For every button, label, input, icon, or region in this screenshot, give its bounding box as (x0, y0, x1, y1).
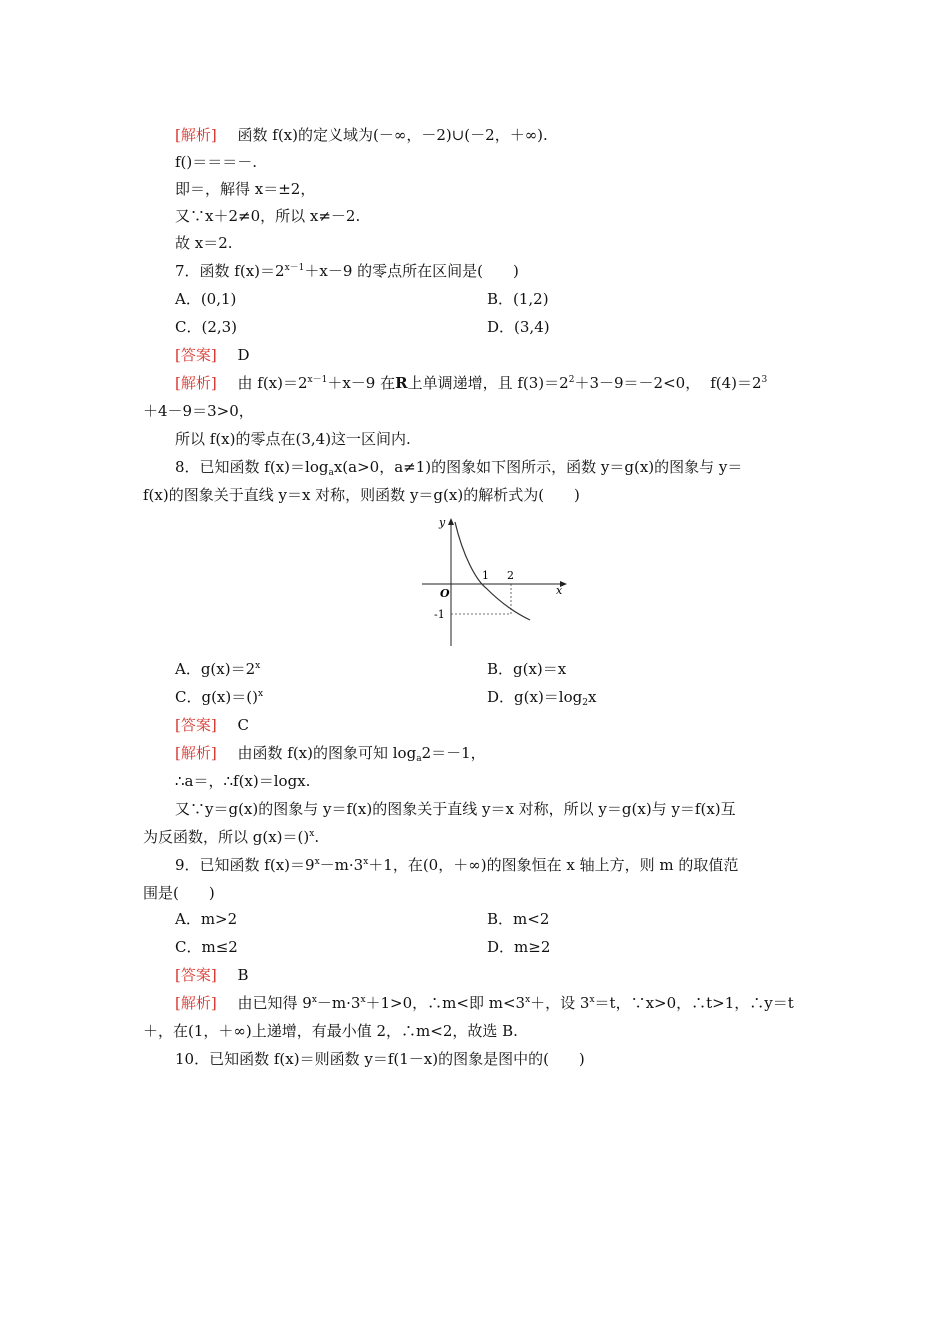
q8-option-b: B．g(x)＝x (487, 660, 567, 678)
q9-stem-line-1: 9．已知函数 $f(x)=9^x-m\cdot 3^x+1$，在(0，＋∞)的图象恒在 x 轴上方，则 m 的取值范 (175, 856, 739, 874)
q9-explanation-line-2: ＋，在(1，＋∞)上递增，有最小值 2，∴m<2，故选 B. (143, 1022, 518, 1040)
q9-option-c: C．m≤2 (175, 938, 238, 956)
q7-option-b: B．(1,2) (487, 290, 549, 308)
q9-stem-line-2: 围是( ) (143, 884, 215, 902)
q8-answer: [答案] C (175, 716, 249, 734)
q6-explanation-line-2: f()＝＝＝－. (175, 153, 258, 171)
q9-option-b: B．m<2 (487, 910, 550, 928)
q7-option-a: A．(0,1) (175, 290, 237, 308)
q8-explanation-line-2: ∴a＝，∴f(x)＝logx. (175, 772, 311, 790)
tick-label-1: 1 (482, 569, 489, 582)
q8-explanation-line-1: [解析] 由函数 f(x)的图象可知 $\log_a2=-1$， (175, 744, 486, 764)
q7-stem: 7．函数 $f(x)=2^{x-1}+x-9$ 的零点所在区间是( ) (175, 262, 519, 280)
tick-label-neg1: -1 (434, 608, 445, 621)
tick-label-2: 2 (507, 569, 514, 582)
q8-option-d: D．$g(x)=\log_2x$ (487, 688, 597, 708)
q7-explanation-line-1: [解析] 由 $f(x)=2^{x-1}+x-9$ 在R上单调递增，且 $f(3)=2^2+3-9=-2<0$， $f(4)=2^3$ (175, 374, 768, 392)
q8-stem-line-1: 8．已知函数 $f(x)=\log_ax(a>0$，a≠1)的图象如下图所示，函数 y＝g(x)的图象与 y＝ (175, 458, 743, 478)
q6-explanation-line-1: [解析] 函数 f(x)的定义域为(－∞，－2)∪(－2，＋∞). (175, 126, 548, 144)
y-axis-arrow (448, 518, 454, 525)
origin-label: O (440, 587, 450, 600)
q7-option-d: D．(3,4) (487, 318, 550, 336)
q8-stem-line-2: f(x)的图象关于直线 y＝x 对称，则函数 y＝g(x)的解析式为( ) (143, 486, 580, 504)
q9-option-a: A．m>2 (175, 910, 238, 928)
q7-explanation-line-2: ＋4－9＝3>0， (143, 402, 254, 420)
q7-explanation-line-3: 所以 f(x)的零点在(3,4)这一区间内. (175, 430, 411, 448)
axis-label-x: x (556, 584, 563, 597)
q6-explanation-line-4: 又∵x＋2≠0，所以 x≠－2. (175, 207, 361, 225)
q7-option-c: C．(2,3) (175, 318, 238, 336)
q7-answer: [答案] D (175, 346, 250, 364)
explanation-tag: [解析] (175, 126, 217, 144)
q8-option-a: A．$g(x)=2^x$ (175, 660, 261, 678)
q8-explanation-line-3: 又∵y＝g(x)的图象与 y＝f(x)的图象关于直线 y＝x 对称，所以 y＝g(x)与 y＝f(x)互 (175, 800, 736, 818)
q9-answer: [答案] B (175, 966, 249, 984)
q9-explanation-line-1: [解析] 由已知得 $9^x-m\cdot 3^x+1>0$，∴m<即 $m<3^x+$，设 $3^x=t$，∵x>0，∴t>1，∴y＝t (175, 994, 794, 1012)
q6-explanation-line-3: 即＝，解得 x＝±2， (175, 180, 316, 198)
curve-log (455, 522, 530, 620)
q8-option-c: C．g(x)＝()$^x$ (175, 688, 264, 706)
q8-explanation-line-4: 为反函数，所以 g(x)＝()$^x$. (143, 828, 320, 846)
q6-explanation-line-5: 故 x＝2. (175, 234, 233, 252)
logarithm-graph (418, 516, 568, 650)
q9-option-d: D．m≥2 (487, 938, 551, 956)
axis-label-y: y (439, 516, 446, 529)
q10-stem: 10．已知函数 f(x)＝则函数 y＝f(1－x)的图象是图中的( ) (175, 1050, 585, 1068)
